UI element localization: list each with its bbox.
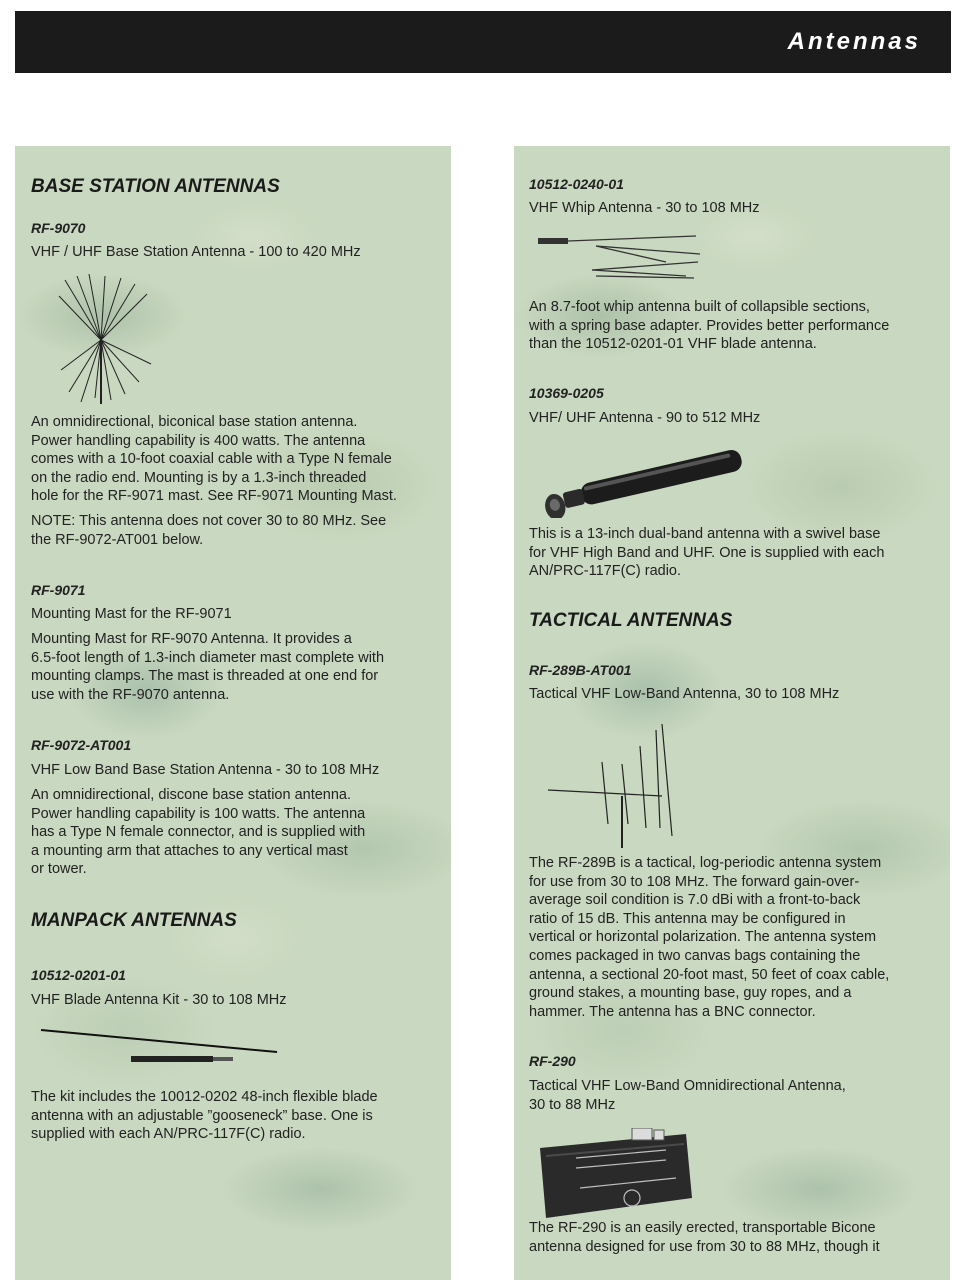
description-rf-289b: The RF-289B is a tactical, log-periodic antenna system for use from 30 to 108 MHz. The forward gain-over- average soil condition is 7.0 dBi with a front-to-back ratio of 15 dB. This antenna may be configured in vertical or horizontal polarization. The antenna system comes packaged in two canvas bags containing the antenna, a sectional 20-foot mast, 50 feet of coax cable, ground stakes, a mounting base, guy ropes, and a hammer. The antenna has a BNC connector. <box>529 855 890 1020</box>
description-rf-290: The RF-290 is an easily erected, transportable Bicone antenna designed for use from 30 to 88 MHz, though it <box>529 1220 880 1255</box>
subtitle-rf-289b: Tactical VHF Low-Band Antenna, 30 to 108 MHz <box>529 686 840 702</box>
whip-antenna-image <box>536 232 716 282</box>
model-rf-289b: RF-289B-AT001 <box>529 662 632 678</box>
section-title-manpack: MANPACK ANTENNAS <box>31 910 237 931</box>
subtitle-blade: VHF Blade Antenna Kit - 30 to 108 MHz <box>31 992 287 1008</box>
description-whip: An 8.7-foot whip antenna built of collapsible sections, with a spring base adapter. Provides better performance than the 10512-0201-01 VHF blade antenna. <box>529 299 890 353</box>
description-rf-9071: Mounting Mast for RF-9070 Antenna. It provides a 6.5-foot length of 1.3-inch diameter mast complete with mounting clamps. The mast is threaded at one end for use with the RF-9070 antenna. <box>31 631 385 703</box>
rf-290-kit-image <box>536 1128 696 1220</box>
model-dualband: 10369-0205 <box>529 385 604 401</box>
subtitle-rf-9071: Mounting Mast for the RF-9071 <box>31 606 232 622</box>
subtitle-rf-9072: VHF Low Band Base Station Antenna - 30 to 108 MHz <box>31 762 380 778</box>
subtitle-rf-9070: VHF / UHF Base Station Antenna - 100 to 420 MHz <box>31 244 361 260</box>
biconical-antenna-image <box>55 274 155 404</box>
note-rf-9070: NOTE: This antenna does not cover 30 to 80 MHz. See the RF-9072-AT001 below. <box>31 513 387 548</box>
description-rf-9070: An omnidirectional, biconical base station antenna. Power handling capability is 400 watts. The antenna comes with a 10-foot coaxial cable with a Type N female on the radio end. Mounting is by a 1.3-inch threaded hole for the RF-9071 mast. See RF-9071 Mounting Mast. <box>31 414 397 505</box>
model-blade: 10512-0201-01 <box>31 967 126 983</box>
model-rf-290: RF-290 <box>529 1053 576 1069</box>
description-dualband: This is a 13-inch dual-band antenna with a swivel base for VHF High Band and UHF. One is supplied with each AN/PRC-117F(C) radio. <box>529 526 885 580</box>
page-title: Antennas <box>787 28 921 55</box>
subtitle-rf-290: Tactical VHF Low-Band Omnidirectional Antenna, 30 to 88 MHz <box>529 1078 846 1113</box>
description-blade: The kit includes the 10012-0202 48-inch flexible blade antenna with an adjustable ”gooseneck” base. One is supplied with each AN/PRC-117F(C) radio. <box>31 1089 378 1143</box>
right-column <box>514 146 950 1280</box>
subtitle-whip: VHF Whip Antenna - 30 to 108 MHz <box>529 200 760 216</box>
model-rf-9072: RF-9072-AT001 <box>31 737 132 753</box>
model-whip: 10512-0240-01 <box>529 176 624 192</box>
model-rf-9070: RF-9070 <box>31 220 86 236</box>
left-column <box>15 146 451 1280</box>
section-title-base-station: BASE STATION ANTENNAS <box>31 176 280 197</box>
dualband-antenna-image <box>540 446 750 518</box>
description-rf-9072: An omnidirectional, discone base station antenna. Power handling capability is 100 watts. The antenna has a Type N female connector, and is supplied with a mounting arm that attaches to any vertical mast or tower. <box>31 787 366 878</box>
model-rf-9071: RF-9071 <box>31 582 86 598</box>
section-title-tactical: TACTICAL ANTENNAS <box>529 610 733 631</box>
log-periodic-antenna-image <box>544 724 694 848</box>
subtitle-dualband: VHF/ UHF Antenna - 90 to 512 MHz <box>529 410 761 426</box>
blade-antenna-image <box>37 1024 287 1068</box>
header-bar <box>15 11 951 73</box>
